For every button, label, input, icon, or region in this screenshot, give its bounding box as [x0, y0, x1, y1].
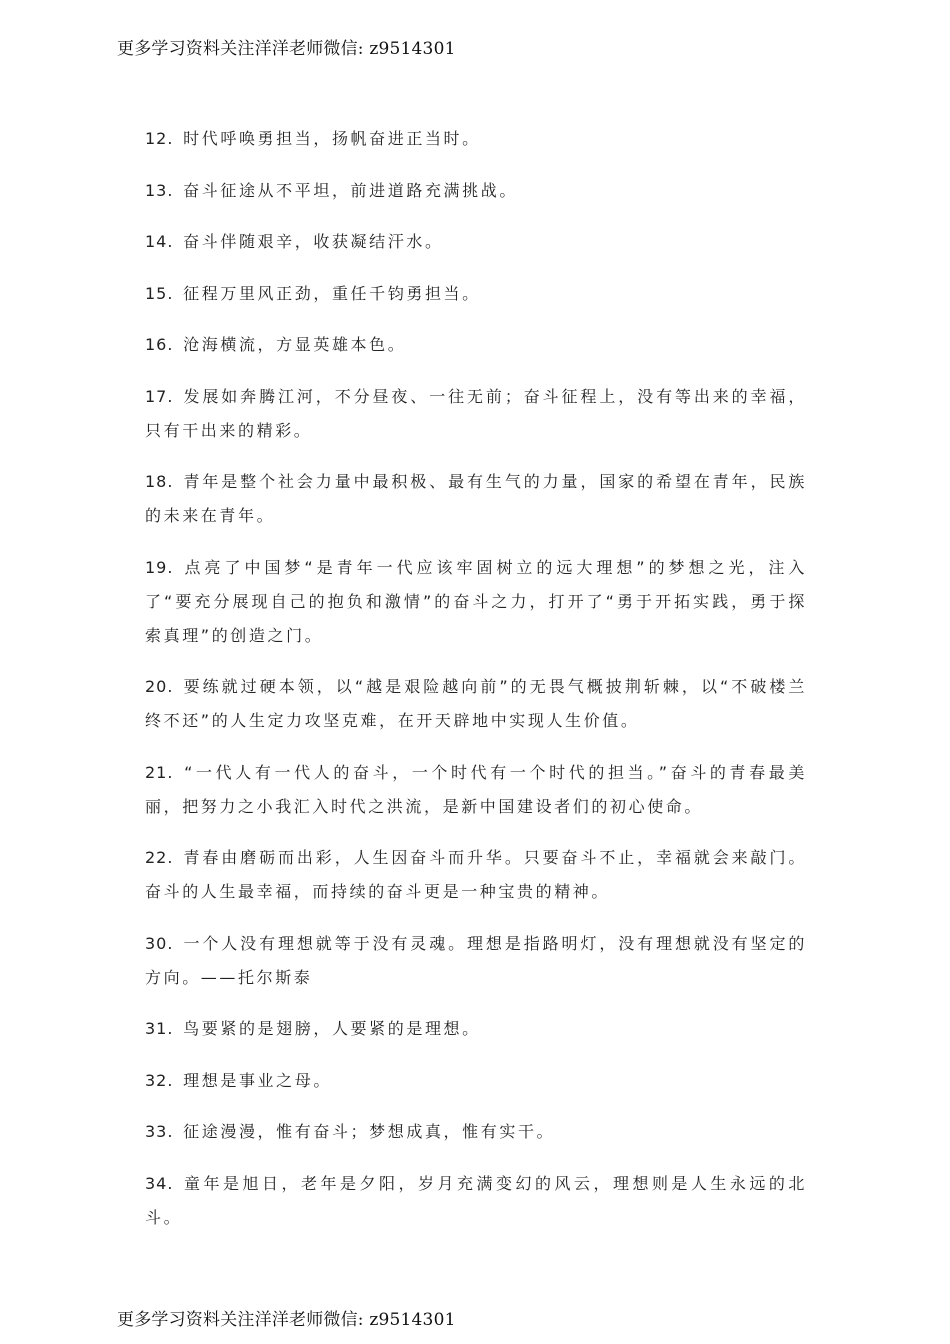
header-promo-note: 更多学习资料关注洋洋老师微信: z9514301: [117, 39, 456, 59]
quote-number: 20.: [145, 677, 174, 696]
quote-item: [145, 756, 807, 824]
quote-text: 征程万里风正劲，重任千钧勇担当。: [183, 283, 481, 303]
footer-promo-note: 更多学习资料关注洋洋老师微信: z9514301: [117, 1310, 456, 1330]
quote-text: “一代人有一代人的奋斗，一个时代有一个时代的担当。”奋斗的青春最美丽，把努力之小我汇入时代之洪流，是新中国建设者们的初心使命。: [145, 762, 807, 816]
quote-number: 19.: [145, 557, 174, 577]
quote-number: 18.: [145, 472, 174, 491]
quote-number: 15.: [145, 283, 174, 303]
quote-text: 童年是旭日，老年是夕阳，岁月充满变幻的风云，理想则是人生永远的北斗。: [145, 1173, 808, 1227]
quote-number: 14.: [145, 232, 174, 251]
quote-text: 青春由磨砺而出彩，人生因奋斗而升华。只要奋斗不止，幸福就会来敲门。奋斗的人生最幸福，而持续的奋斗更是一种宝贵的精神。: [145, 848, 807, 901]
quote-item: [145, 225, 807, 259]
quote-item: [145, 1115, 807, 1149]
quote-text: 奋斗伴随艰辛，收获凝结汗水。: [183, 232, 444, 251]
quote-number: 13.: [145, 180, 174, 200]
quote-number: 21.: [145, 762, 174, 782]
quote-number: 12.: [145, 129, 174, 148]
quote-number: 30.: [145, 933, 174, 953]
quote-number: 16.: [145, 335, 174, 354]
quote-item: [145, 670, 807, 738]
quote-text: 时代呼唤勇担当，扬帆奋进正当时。: [183, 129, 481, 148]
quote-number: 31.: [145, 1019, 174, 1038]
quote-item: [145, 465, 807, 533]
quote-list: [145, 122, 807, 1235]
quote-item: [145, 1167, 807, 1235]
quote-text: 鸟要紧的是翅膀，人要紧的是理想。: [183, 1019, 481, 1038]
quote-item: [145, 122, 807, 156]
quote-number: 33.: [145, 1122, 174, 1141]
quote-item: [145, 174, 807, 208]
quote-text: 理想是事业之母。: [183, 1070, 332, 1090]
quote-text: 征途漫漫，惟有奋斗；梦想成真，惟有实干。: [183, 1122, 556, 1141]
quote-item: [145, 1012, 807, 1046]
quote-text: 点亮了中国梦“是青年一代应该牢固树立的远大理想”的梦想之光，注入了“要充分展现自己的抱负和激情”的奋斗之力，打开了“勇于开拓实践，勇于探索真理”的创造之门。: [145, 557, 808, 645]
quote-text: 一个人没有理想就等于没有灵魂。理想是指路明灯，没有理想就没有坚定的方向。——托尔斯泰: [145, 933, 807, 987]
quote-text: 青年是整个社会力量中最积极、最有生气的力量，国家的希望在青年，民族的未来在青年。: [145, 472, 807, 525]
quote-item: [145, 380, 807, 448]
quote-item: [145, 927, 807, 995]
quote-text: 奋斗征途从不平坦，前进道路充满挑战。: [183, 180, 518, 200]
quote-item: [145, 277, 807, 311]
quote-item: [145, 841, 807, 909]
quote-item: [145, 1064, 807, 1098]
quote-text: 发展如奔腾江河，不分昼夜、一往无前；奋斗征程上，没有等出来的幸福，只有干出来的精彩。: [145, 386, 807, 440]
quote-number: 17.: [145, 386, 174, 406]
quote-number: 32.: [145, 1070, 174, 1090]
quote-number: 34.: [145, 1173, 174, 1193]
quote-number: 22.: [145, 848, 174, 867]
quote-text: 要练就过硬本领，以“越是艰险越向前”的无畏气概披荆斩棘，以“不破楼兰终不还”的人生定力攻坚克难，在开天辟地中实现人生价值。: [145, 677, 807, 730]
quote-text: 沧海横流，方显英雄本色。: [183, 335, 407, 354]
quote-item: [145, 551, 807, 653]
quote-item: [145, 328, 807, 362]
